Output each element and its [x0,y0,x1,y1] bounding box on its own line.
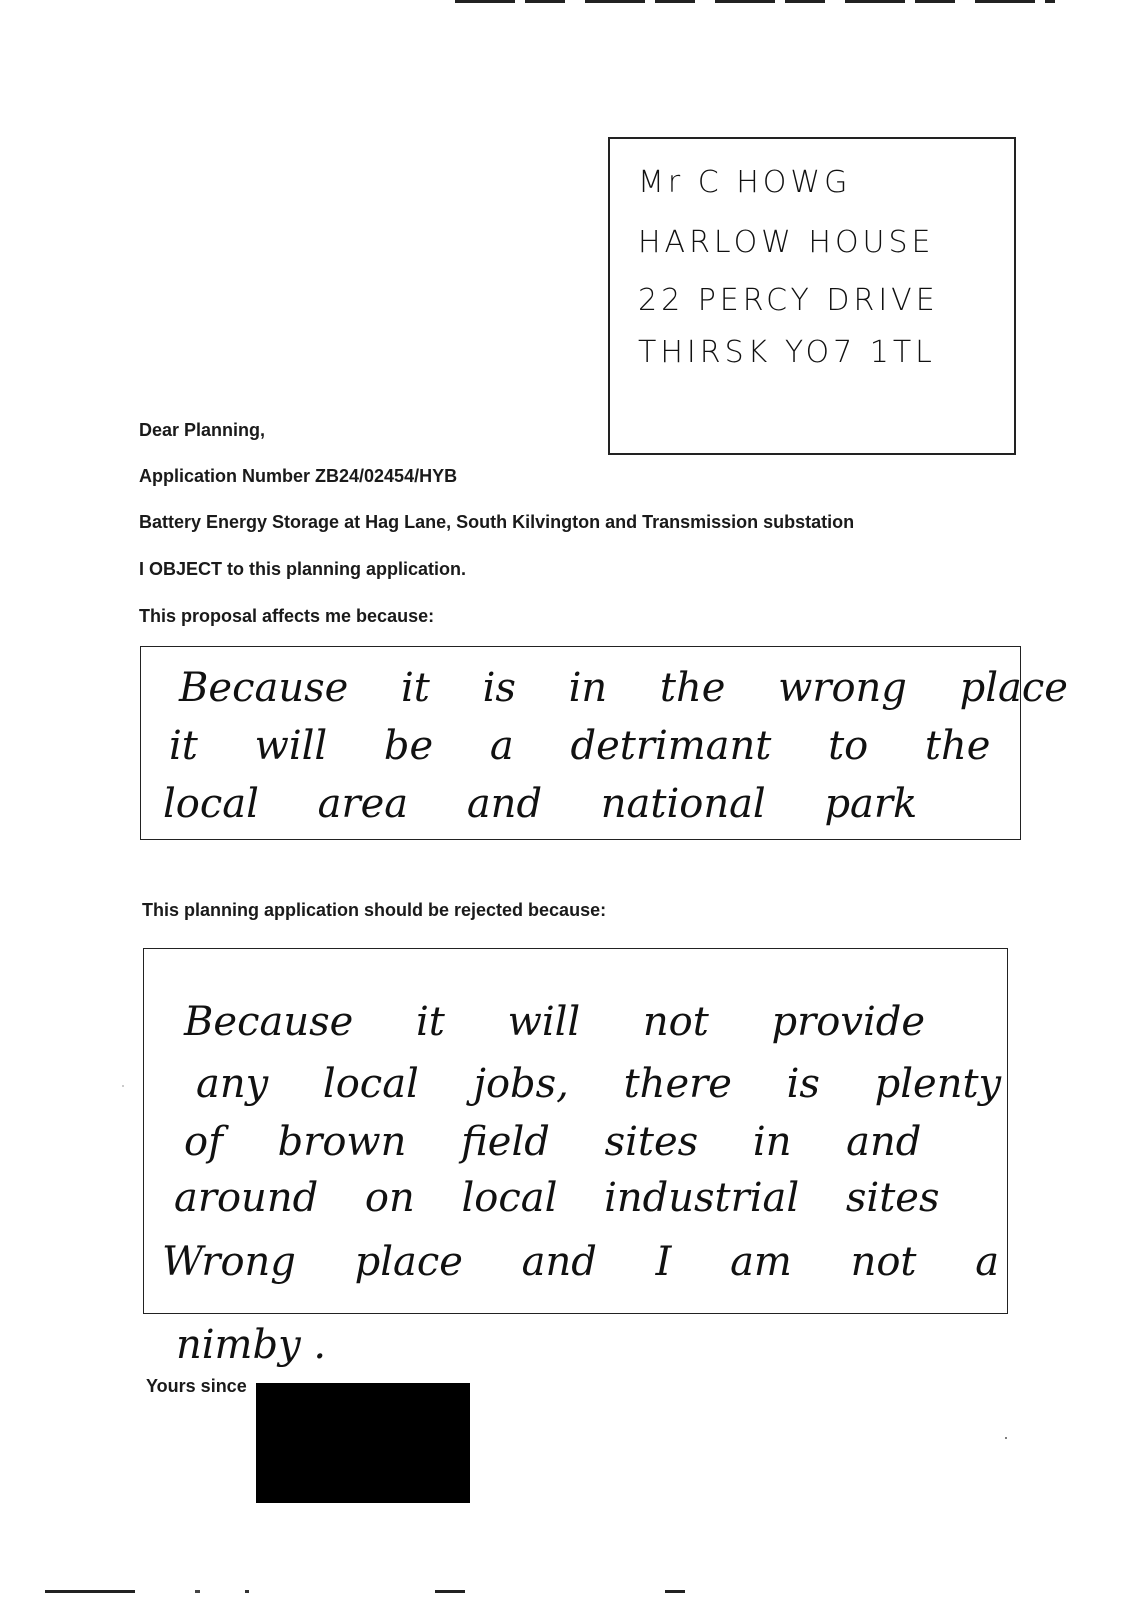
rejected-handwritten-line-4: around on local industrial sites [174,1175,940,1221]
salutation: Dear Planning, [139,420,266,440]
objection-statement: I OBJECT to this planning application. [139,559,467,579]
address-line-street: 22 PERCY DRIVE [638,283,939,318]
signature-redaction [256,1383,470,1503]
application-number: Application Number ZB24/02454/HYB [139,466,458,486]
rejected-handwritten-line-5: Wrong place and I am not a [162,1239,1000,1285]
rejected-label: This planning application should be rejected because: [142,900,607,920]
scan-speck [122,1085,124,1087]
application-subject: Battery Energy Storage at Hag Lane, South Kilvington and Transmission substation [139,512,855,532]
address-line-house: HARLOW HOUSE [638,225,935,260]
rejected-response-box [143,948,1008,1314]
rejected-handwritten-line-3: of brown field sites in and [184,1119,922,1165]
scan-artifact-top [455,0,1055,3]
affects-handwritten-line-3: local area and national park [163,781,918,827]
scan-artifact-bottom [45,1590,765,1593]
address-line-town-postcode: THIRSK YO7 1TL [638,335,936,370]
affects-label: This proposal affects me because: [139,606,435,626]
address-line-name: Mr C HOWG [638,165,852,200]
scan-speck [1005,1437,1007,1439]
affects-handwritten-line-2: it will be a detrimant to the [169,723,991,769]
closing: Yours since [146,1376,247,1396]
affects-response-box [140,646,1068,840]
rejected-handwritten-line-1: Because it will not provide [184,999,926,1045]
rejected-handwritten-overflow: nimby . [176,1322,327,1368]
rejected-handwritten-line-2: any local jobs, there is plenty [196,1061,1002,1107]
address-box [608,137,1016,455]
affects-handwritten-line-1: Because it is in the wrong place [179,665,1068,711]
